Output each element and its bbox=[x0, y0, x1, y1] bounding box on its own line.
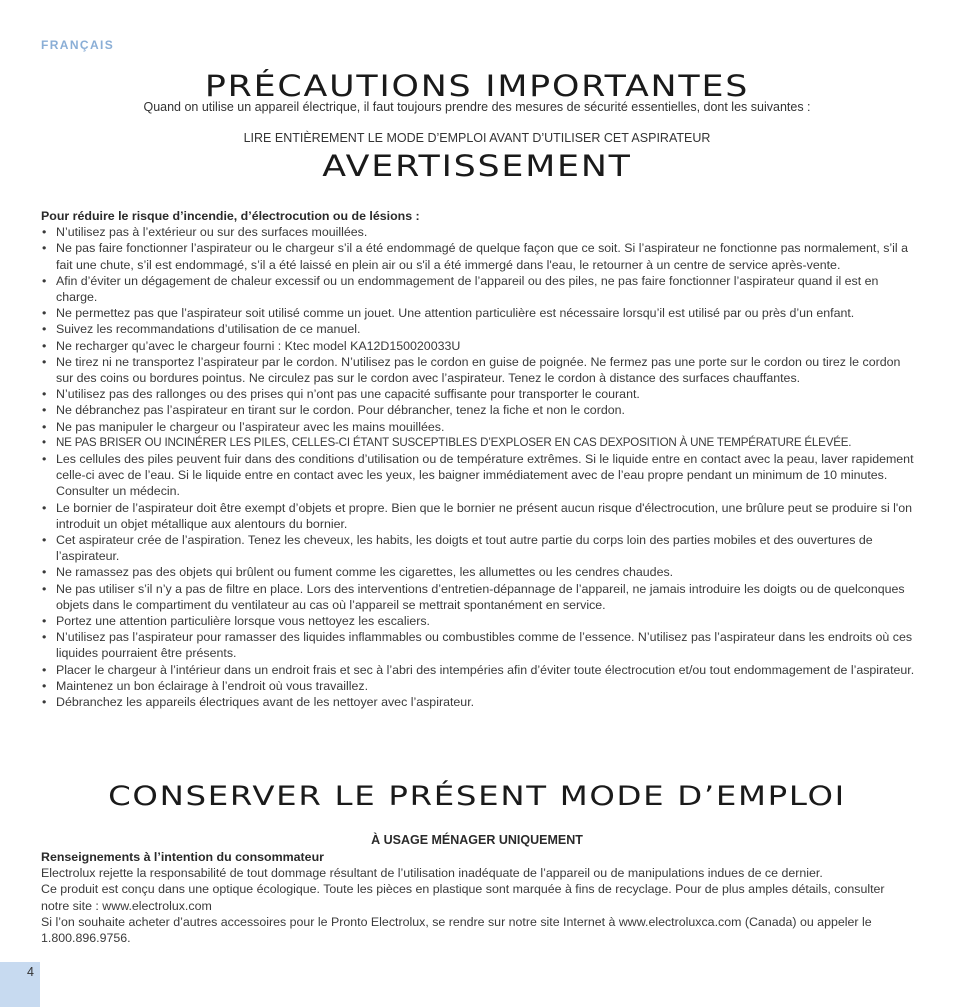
consumer-info-section bbox=[41, 849, 916, 946]
warning-item: • N’utilisez pas l’aspirateur pour ramasser des liquides inflammables ou combustibles comme de l’essence. N’utilisez pas l’aspirateur dans les endroits où ces liquides pourraient être présents. bbox=[41, 629, 916, 661]
warning-item: • Afin d’éviter un dégagement de chaleur excessif ou un endommagement de l’appareil ou des piles, ne pas faire fonctionner l’aspirateur quand il est en charge. bbox=[41, 273, 916, 305]
warning-heading: Pour réduire le risque d’incendie, d’électrocution ou de lésions : bbox=[41, 209, 420, 223]
keep-instructions-title: CONSERVER LE PRÉSENT MODE D’EMPLOI bbox=[108, 781, 846, 812]
warning-item: • Cet aspirateur crée de l’aspiration. Tenez les cheveux, les habits, les doigts et tout autre partie du corps loin des parties mobiles et des ouvertures de l’aspirateur. bbox=[41, 532, 916, 564]
consumer-paragraph: Si l’on souhaite acheter d’autres accessoires pour le Pronto Electrolux, se rendre sur notre site Internet à www.electroluxca.com (Canada) ou appeler le 1.800.896.9756. bbox=[41, 914, 872, 946]
page-number: 4 bbox=[27, 965, 34, 979]
warning-item: • Portez une attention particulière lorsque vous nettoyez les escaliers. bbox=[41, 613, 916, 629]
warning-item: • N’utilisez pas à l’extérieur ou sur des surfaces mouillées. bbox=[41, 224, 916, 240]
warning-item: • Suivez les recommandations d’utilisation de ce manuel. bbox=[41, 321, 916, 337]
warning-section bbox=[41, 208, 916, 710]
warning-item: • Ne pas manipuler le chargeur ou l’aspirateur avec les mains mouillées. bbox=[41, 419, 916, 435]
read-all-notice: LIRE ENTIÈREMENT LE MODE D’EMPLOI AVANT D’UTILISER CET ASPIRATEUR bbox=[243, 131, 711, 145]
intro-text: Quand on utilise un appareil électrique, il faut toujours prendre des mesures de sécurité essentielles, dont les suivantes : bbox=[143, 100, 811, 114]
warning-item: • Placer le chargeur à l’intérieur dans un endroit frais et sec à l’abri des intempéries afin d’éviter toute électrocution et/ou tout endommagement de l’aspirateur. bbox=[41, 662, 916, 678]
warning-item: • Les cellules des piles peuvent fuir dans des conditions d’utilisation ou de température extrêmes. Si le liquide entre en contact avec la peau, laver rapidement celle-ci avec de l’eau. Si le liquide entre en contact avec les yeux, les baigner immédiatement avec de l’eau propre pendant un minimum de 10 minutes. Consulter un médecin. bbox=[41, 451, 916, 500]
consumer-heading: Renseignements à l’intention du consommateur bbox=[41, 850, 324, 864]
warning-item: • Ne pas utiliser s’il n’y a pas de filtre en place. Lors des interventions d’entretien-dépannage de l’appareil, ne jamais introduire les doigts ou de quelconques objets dans le compartiment du ventilateur au cas où l’appareil se mettrait spontanément en service. bbox=[41, 581, 916, 613]
consumer-paragraph: Electrolux rejette la responsabilité de tout dommage résultant de l’utilisation inadéquate de l’appareil ou de manipulations indues de ce dernier. bbox=[41, 866, 823, 881]
warning-item: • Le bornier de l’aspirateur doit être exempt d’objets et propre. Bien que le bornier ne présent aucun risque d'électrocution, une brûlure peut se produire si l'on introduit un objet métallique aux alentours du bornier. bbox=[41, 500, 916, 532]
warning-title: AVERTISSEMENT bbox=[322, 149, 632, 183]
warning-item: • Maintenez un bon éclairage à l’endroit où vous travaillez. bbox=[41, 678, 916, 694]
consumer-paragraph: Ce produit est conçu dans une optique écologique. Toute les pièces en plastique sont marquée à fins de recyclage. Pour de plus amples détails, consulter notre site : www.electrolux.com bbox=[41, 882, 885, 913]
warning-item: • NE PAS BRISER OU INCINÉRER LES PILES, CELLES-CI ÉTANT SUSCEPTIBLES D’EXPLOSER EN CAS DEXPOSITION À UNE TEMPÉRATURE ÉLEVÉE. bbox=[41, 435, 916, 451]
warning-item: • Débranchez les appareils électriques avant de les nettoyer avec l’aspirateur. bbox=[41, 694, 916, 710]
page-tab bbox=[0, 962, 40, 1007]
warning-item: • N’utilisez pas des rallonges ou des prises qui n’ont pas une capacité suffisante pour transporter le courant. bbox=[41, 386, 916, 402]
household-use-notice: À USAGE MÉNAGER UNIQUEMENT bbox=[371, 833, 583, 847]
warning-item: • Ne tirez ni ne transportez l’aspirateur par le cordon. N’utilisez pas le cordon en guise de poignée. Ne fermez pas une porte sur le cordon ou tirez le cordon sur des coins ou bordures pointus. Ne circulez pas sur le cordon avec l’aspirateur. Tenez le cordon à distance des surfaces chauffantes. bbox=[41, 354, 916, 386]
language-label: FRANÇAIS bbox=[41, 38, 115, 52]
warning-list bbox=[41, 224, 916, 710]
warning-item: • Ne permettez pas que l’aspirateur soit utilisé comme un jouet. Une attention particulière est nécessaire lorsqu’il est utilisé par ou près d’un enfant. bbox=[41, 305, 916, 321]
warning-item: • Ne débranchez pas l’aspirateur en tirant sur le cordon. Pour débrancher, tenez la fiche et non le cordon. bbox=[41, 402, 916, 418]
warning-item: • Ne pas faire fonctionner l’aspirateur ou le chargeur s’il a été endommagé de quelque façon que ce soit. Si l’aspirateur ne fonctionne pas normalement, s’il a fait une chute, s’il est endommagé, s’il a été laissé en plein air ou s'il a été immergé dans l'eau, le retourner à un centre de service après-vente. bbox=[41, 240, 916, 272]
warning-item: • Ne ramassez pas des objets qui brûlent ou fument comme les cigarettes, les allumettes ou les cendres chaudes. bbox=[41, 564, 916, 580]
precautions-title: PRÉCAUTIONS IMPORTANTES bbox=[204, 69, 750, 103]
warning-item: • Ne recharger qu’avec le chargeur fourni : Ktec model KA12D150020033U bbox=[41, 338, 916, 354]
